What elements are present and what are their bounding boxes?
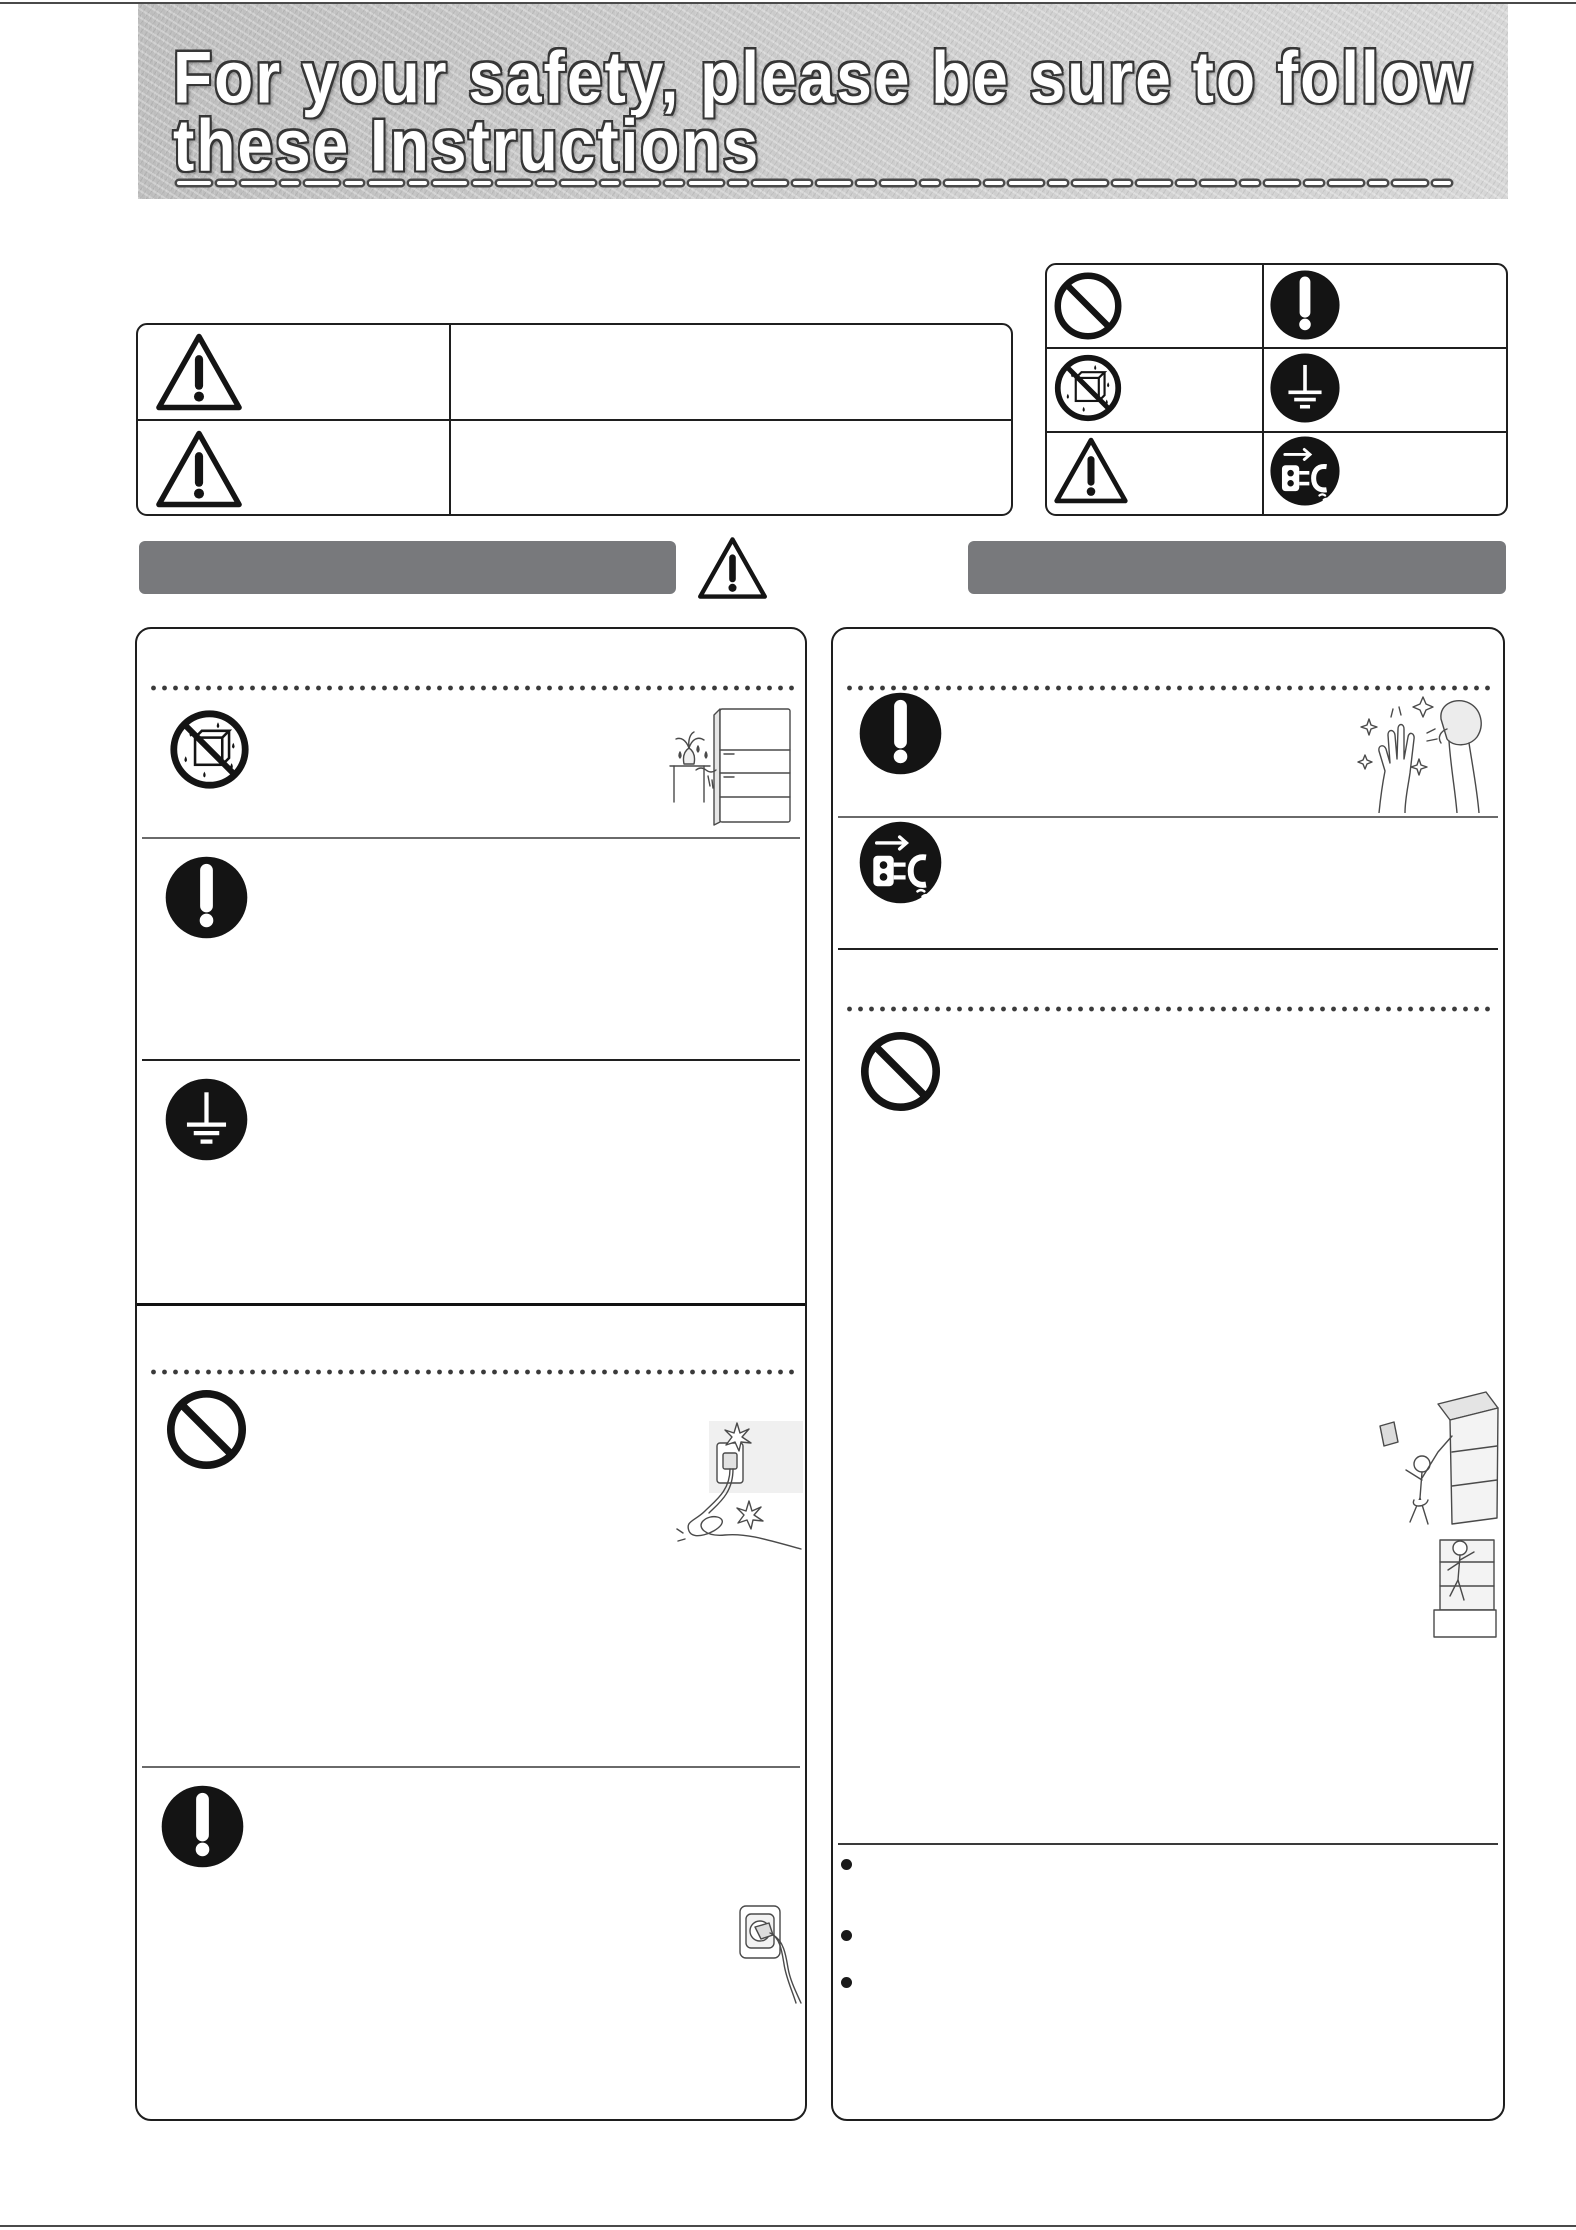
title-dash-rule [173,176,1464,188]
wet-hands-cleaning-illustration [1357,689,1496,813]
no-water-icon [167,707,252,792]
prohibition-icon [1052,270,1124,342]
dotted-rule [148,685,796,691]
bullet-dot [841,1930,852,1941]
item-separator [142,1766,800,1768]
page-title-line-2: these Instructions [173,103,761,187]
right-panel [831,627,1505,2121]
fridge-water-illustration [668,706,796,827]
damaged-cord-spark-illustration [675,1421,803,1571]
notes-separator [838,1843,1498,1845]
section-separator [838,948,1498,950]
column-divider [1262,265,1264,514]
exclamation-icon [164,855,249,940]
row-divider [138,419,1011,421]
bullet-dot [841,1859,852,1870]
no-water-icon [1052,352,1124,424]
section-bar-right [968,541,1506,594]
dotted-rule [148,1369,796,1375]
exclamation-icon [160,1784,245,1869]
bottom-rule [0,2225,1576,2227]
row-divider [1047,431,1506,433]
left-panel [135,627,807,2121]
warning-triangle-icon [153,428,245,510]
prohibition-icon [858,1029,943,1114]
ground-icon [1269,352,1341,424]
item-separator [142,1059,800,1061]
unplug-icon [1269,435,1341,507]
exclamation-icon [858,691,943,776]
warning-triangle-icon [1052,435,1130,506]
title-banner [138,4,1508,199]
section-warning-triangle-icon [695,535,770,601]
page-title-line-1: For your safety, please be sure to follow [173,35,1474,119]
warning-triangle-icon [153,331,245,413]
exclamation-icon [1269,269,1341,341]
bullet-dot [841,1977,852,1988]
row-divider [1047,347,1506,349]
section-separator [137,1303,805,1306]
plug-in-outlet-illustration [736,1902,803,2005]
item-separator [142,837,800,839]
ground-icon [164,1077,249,1162]
section-bar-left [139,541,676,594]
prohibition-icon [164,1387,249,1472]
item-separator [838,816,1498,818]
symbol-legend [1045,263,1508,516]
child-climbing-fridge-illustration [1376,1390,1499,1638]
warning-level-box [136,323,1013,516]
dotted-rule [844,1006,1494,1012]
unplug-icon [858,820,943,905]
